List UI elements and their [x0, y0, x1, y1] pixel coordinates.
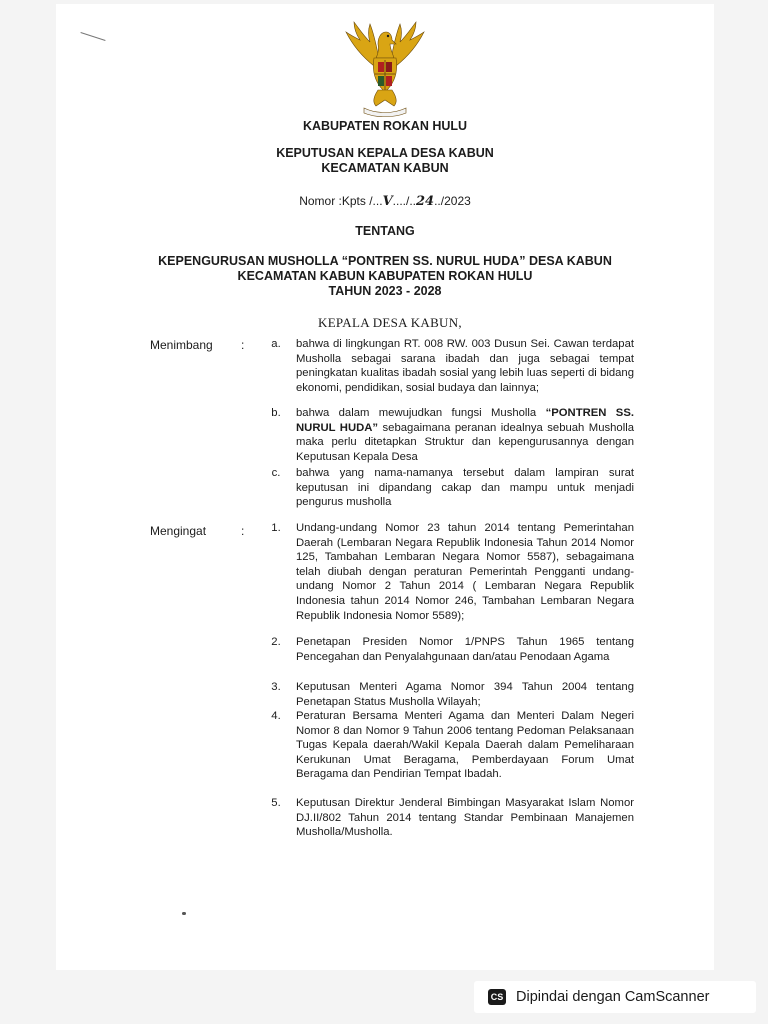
issuer-line: KEPALA DESA KABUN,: [318, 315, 462, 330]
considering-item-a: [262, 337, 634, 395]
decree-heading-line2: KECAMATAN KABUN: [321, 161, 449, 175]
recalling-item-2: [262, 635, 634, 664]
considering-text-b-pre: bahwa dalam mewujudkan fungsi Musholla: [296, 407, 546, 419]
considering-label: Menimbang: [150, 338, 213, 352]
considering-marker-a: a.: [271, 338, 281, 350]
decree-heading: [56, 146, 714, 176]
considering-text-b: [296, 406, 634, 464]
recalling-item-3: [262, 680, 634, 709]
scan-speck: [182, 912, 186, 915]
recalling-label: Mengingat: [150, 524, 207, 538]
decree-number-mid: ..../..: [392, 194, 416, 208]
decree-title-line1: KEPENGURUSAN MUSHOLLA “PONTREN SS. NURUL HUDA” DESA KABUN: [158, 254, 612, 268]
recalling-text-4: Peraturan Bersama Menteri Agama dan Menteri Dalam Negeri Nomor 8 dan Nomor 9 Tahun 2006 tentang Pedoman Pelaksanaan Tugas Kepala daerah/Wakil Kepala Daerah dalam Pemeliharaan Kerukunan Umat Beragama, Pemberdayaan Forum Umat Beragama dan Pendirian Tempat Ibadah.: [296, 710, 634, 781]
camscanner-text: Dipindai dengan CamScanner: [516, 989, 710, 1005]
camscanner-watermark: [474, 981, 756, 1013]
decree-number-suffix: ../2023: [434, 194, 471, 208]
decree-title-line2: KECAMATAN KABUN KABUPATEN ROKAN HULU: [237, 269, 533, 283]
recalling-marker-5: 5.: [271, 797, 281, 809]
garuda-emblem-icon: [336, 18, 434, 118]
decree-heading-line1: KEPUTUSAN KEPALA DESA KABUN: [276, 146, 494, 160]
regency-heading: KABUPATEN ROKAN HULU: [302, 119, 468, 133]
recalling-text-1: Undang-undang Nomor 23 tahun 2014 tentang Pemerintahan Daerah (Lembaran Negara Republik Indonesia Tahun 2014 Nomor 125, Tambahan Lembaran Negara Nomor 5587), sebagaimana telah diubah dengan peraturan Pemerintah Pengganti undang-undang Nomor 2 Tahun 2014 ( Lembaran Negara Republik Indonesia tahun 2014 Nomor 246, Tambahan Lembaran Negara Republik Indonesia Nomor 5589);: [296, 522, 634, 622]
handwritten-number-1: V: [382, 194, 393, 209]
considering-text-c: bahwa yang nama-namanya tersebut dalam lampiran surat keputusan ini dipandang cakap dan mampu untuk menjadi pengurus musholla: [296, 467, 634, 509]
recalling-marker-1: 1.: [271, 522, 281, 534]
musholla-name: “PONTREN SS. NURUL HUDA”: [296, 407, 634, 434]
recalling-marker-3: 3.: [271, 681, 281, 693]
recalling-marker-4: 4.: [271, 710, 281, 722]
recalling-item-1: [262, 521, 634, 623]
decree-title: [56, 254, 714, 299]
recalling-text-3: Keputusan Menteri Agama Nomor 394 Tahun 2004 tentang Penetapan Status Musholla Wilayah;: [296, 681, 634, 708]
considering-colon: :: [241, 338, 245, 352]
recalling-item-5: [262, 796, 634, 840]
decree-title-line3: TAHUN 2023 - 2028: [328, 284, 442, 298]
handwritten-number-2: 24: [416, 194, 435, 209]
considering-text-b-post: sebagaimana peranan idealnya sebuah Musholla maka perlu ditetapkan Struktur dan kepengurusannya dengan Keputusan Kepala Desa: [296, 421, 635, 463]
recalling-item-4: [262, 709, 634, 782]
decree-number-prefix: Nomor :Kpts /...: [299, 194, 383, 208]
recalling-text-2: Penetapan Presiden Nomor 1/PNPS Tahun 1965 tentang Pencegahan dan Penyalahgunaan dan/atau Penodaan Agama: [296, 636, 634, 663]
considering-item-c: [262, 466, 634, 510]
recalling-marker-2: 2.: [271, 636, 281, 648]
about-label: TENTANG: [355, 224, 415, 238]
recalling-text-5: Keputusan Direktur Jenderal Bimbingan Masyarakat Islam Nomor DJ.II/802 Tahun 2014 tentang Standar Pembinaan Manajemen Musholla/Musholla.: [296, 797, 634, 839]
camscanner-logo-icon: CS: [488, 989, 506, 1005]
considering-item-b: [262, 406, 634, 464]
decree-number: [56, 194, 714, 209]
recalling-colon: :: [241, 524, 245, 538]
considering-marker-b: b.: [271, 407, 281, 419]
considering-marker-c: c.: [271, 467, 281, 479]
considering-text-a: bahwa di lingkungan RT. 008 RW. 003 Dusun Sei. Cawan terdapat Musholla sebagai sarana ibadah dan juga sebagai tempat peningkatan kualitas ibadah sosial yang lebih luas seperti di bidang ekonomi, pendidikan, sosial budaya dan lainnya;: [296, 338, 634, 394]
